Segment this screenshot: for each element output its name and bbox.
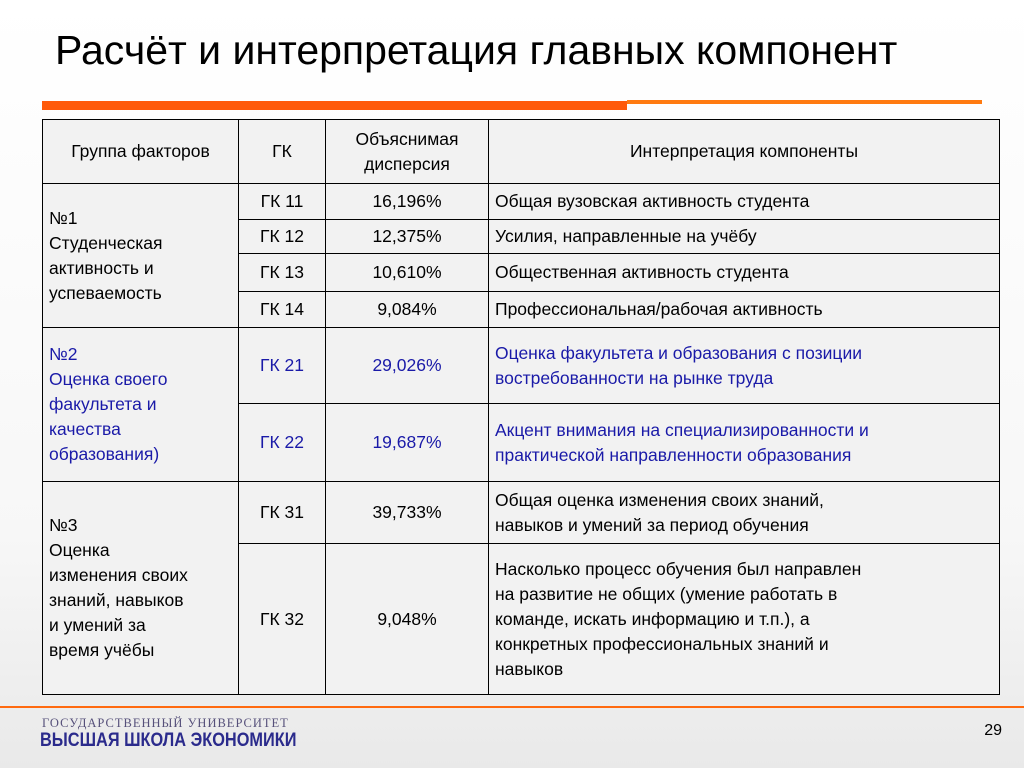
variance-cell: 29,026% [326, 328, 489, 404]
header-group: Группа факторов [43, 120, 239, 184]
interpretation-cell: Общая вузовская активность студента [489, 184, 1000, 220]
title-underline-thick [42, 101, 627, 110]
interpretation-cell: Оценка факультета и образования с позиции востребованности на рынке труда [489, 328, 1000, 404]
group-cell-3: №3 Оценка изменения своих знаний, навыков и умений за время учёбы [43, 482, 239, 695]
variance-cell: 9,084% [326, 292, 489, 328]
slide-title: Расчёт и интерпретация главных компонент [55, 27, 898, 73]
variance-cell: 12,375% [326, 220, 489, 254]
group-cell-1: №1 Студенческая активность и успеваемость [43, 184, 239, 328]
gk-cell: ГК 32 [239, 544, 326, 695]
interpretation-cell: Профессиональная/рабочая активность [489, 292, 1000, 328]
gk-cell: ГК 31 [239, 482, 326, 544]
interpretation-cell: Общественная активность студента [489, 254, 1000, 292]
header-variance: Объяснимая дисперсия [326, 120, 489, 184]
title-underline-thin [627, 100, 982, 104]
university-logo-line2: ВЫСШАЯ ШКОЛА ЭКОНОМИКИ [40, 730, 297, 751]
university-logo-line1: ГОСУДАРСТВЕННЫЙ УНИВЕРСИТЕТ [42, 716, 289, 730]
gk-cell: ГК 22 [239, 404, 326, 482]
table-row [43, 184, 1000, 220]
components-table [42, 119, 1000, 695]
page-number: 29 [984, 722, 1002, 739]
header-gk: ГК [239, 120, 326, 184]
interpretation-cell: Акцент внимания на специализированности и практической направленности образования [489, 404, 1000, 482]
table-row [43, 482, 1000, 544]
gk-cell: ГК 14 [239, 292, 326, 328]
variance-cell: 39,733% [326, 482, 489, 544]
interpretation-cell: Насколько процесс обучения был направлен на развитие не общих (умение работать в команде, искать информацию и т.п.), а конкретных профессиональных знаний и навыков [489, 544, 1000, 695]
gk-cell: ГК 21 [239, 328, 326, 404]
table-row [43, 328, 1000, 404]
gk-cell: ГК 13 [239, 254, 326, 292]
variance-cell: 16,196% [326, 184, 489, 220]
variance-cell: 10,610% [326, 254, 489, 292]
header-interpretation: Интерпретация компоненты [489, 120, 1000, 184]
variance-cell: 9,048% [326, 544, 489, 695]
gk-cell: ГК 12 [239, 220, 326, 254]
interpretation-cell: Усилия, направленные на учёбу [489, 220, 1000, 254]
interpretation-cell: Общая оценка изменения своих знаний, навыков и умений за период обучения [489, 482, 1000, 544]
footer-divider [0, 706, 1024, 708]
gk-cell: ГК 11 [239, 184, 326, 220]
variance-cell: 19,687% [326, 404, 489, 482]
table-header-row [43, 120, 1000, 184]
group-cell-2: №2 Оценка своего факультета и качества образования) [43, 328, 239, 482]
